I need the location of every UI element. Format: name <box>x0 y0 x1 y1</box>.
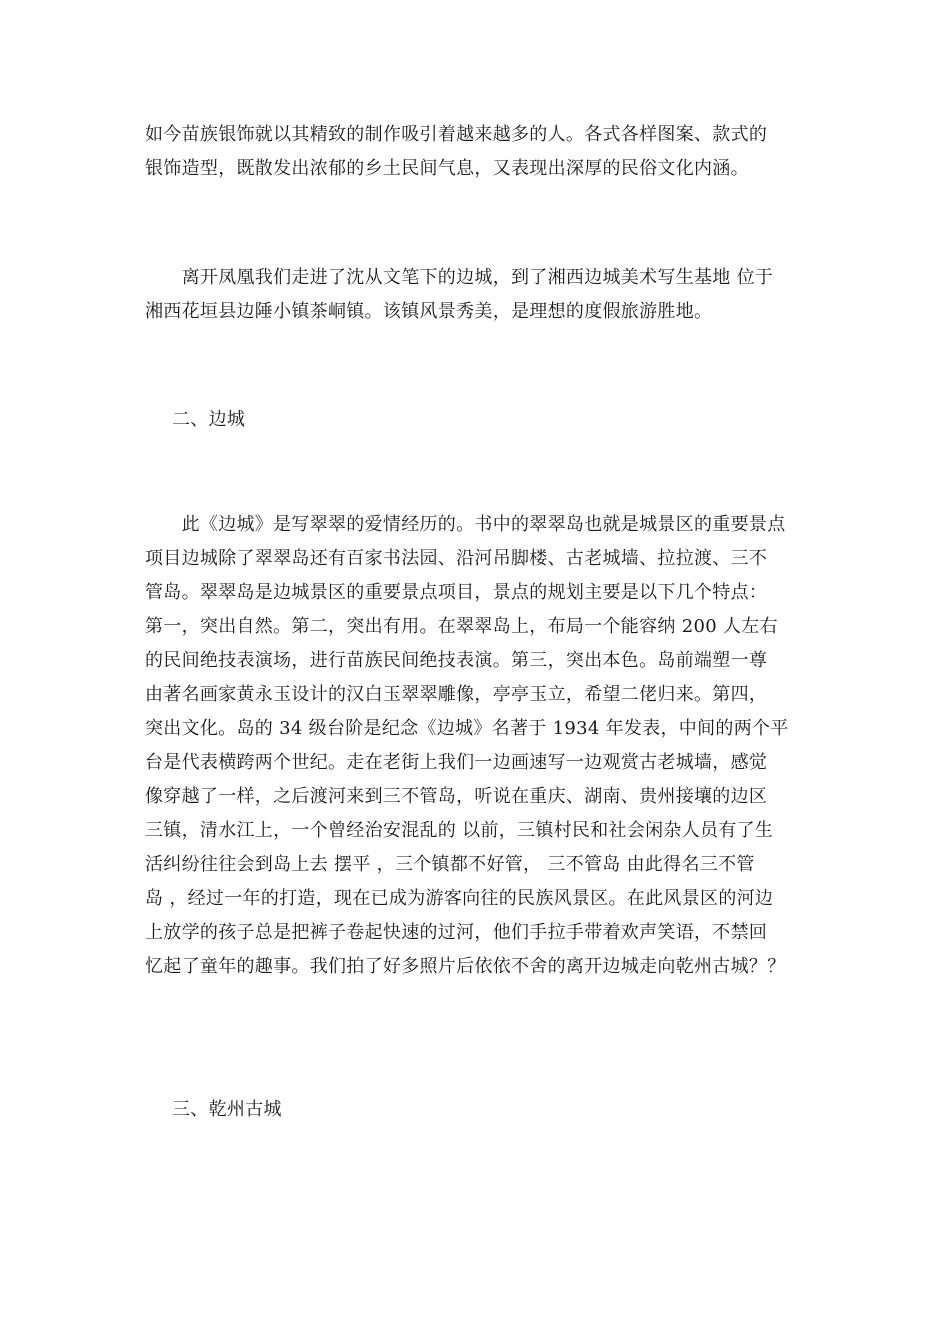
text-line: 第一，突出自然。第二，突出有用。在翠翠岛上，布局一个能容纳 200 人左右 <box>145 616 778 637</box>
text-line: 像穿越了一样，之后渡河来到三不管岛，听说在重庆、湖南、贵州接壤的边区 <box>145 786 768 807</box>
text-line: 湘西花垣县边陲小镇茶峒镇。该镇风景秀美，是理想的度假旅游胜地。 <box>145 301 713 322</box>
text-line: 项目边城除了翠翠岛还有百家书法园、沿河吊脚楼、古老城墙、拉拉渡、三不 <box>145 548 768 569</box>
text-line: 三镇，清水江上，一个曾经治安混乱的 以前，三镇村民和社会闲杂人员有了生 <box>145 820 774 841</box>
section-heading-biancheng: 二、边城 <box>172 409 246 430</box>
paragraph-miao-silver <box>145 118 809 186</box>
text-line: 台是代表横跨两个世纪。走在老街上我们一边画速写一边观赏古老城墙，感觉 <box>145 752 768 773</box>
paragraph-biancheng-body <box>145 508 809 984</box>
text-line: 活纠纷往往会到岛上去 摆平 ，三个镇都不好管， 三不管岛 由此得名三不管 <box>145 854 755 875</box>
text-line: 银饰造型，既散发出浓郁的乡土民间气息，又表现出深厚的民俗文化内涵。 <box>145 158 749 179</box>
text-line: 如今苗族银饰就以其精致的制作吸引着越来越多的人。各式各样图案、款式的 <box>145 124 768 145</box>
text-line: 突出文化。岛的 34 级台阶是纪念《边城》名著于 1934 年发表，中间的两个平 <box>145 718 789 739</box>
section-heading-qianzhou: 三、乾州古城 <box>172 1099 282 1120</box>
text-line: 由著名画家黄永玉设计的汉白玉翠翠雕像，亭亭玉立，希望二佬归来。第四， <box>145 684 768 705</box>
text-line: 忆起了童年的趣事。我们拍了好多照片后依依不舍的离开边城走向乾州古城？？ <box>145 956 786 977</box>
text-line: 此《边城》是写翠翠的爱情经历的。书中的翠翠岛也就是城景区的重要景点 <box>145 514 786 535</box>
text-line: 离开凤凰我们走进了沈从文笔下的边城，到了湘西边城美术写生基地 位于 <box>145 267 774 288</box>
text-line: 岛 ，经过一年的打造，现在已成为游客向往的民族风景区。在此风景区的河边 <box>145 888 774 909</box>
text-line: 管岛。翠翠岛是边城景区的重要景点项目，景点的规划主要是以下几个特点： <box>145 582 768 603</box>
text-line: 上放学的孩子总是把裤子卷起快速的过河，他们手拉手带着欢声笑语，不禁回 <box>145 922 768 943</box>
text-line: 的民间绝技表演场，进行苗族民间绝技表演。第三，突出本色。岛前端塑一尊 <box>145 650 768 671</box>
paragraph-leaving-fenghuang <box>145 261 809 329</box>
